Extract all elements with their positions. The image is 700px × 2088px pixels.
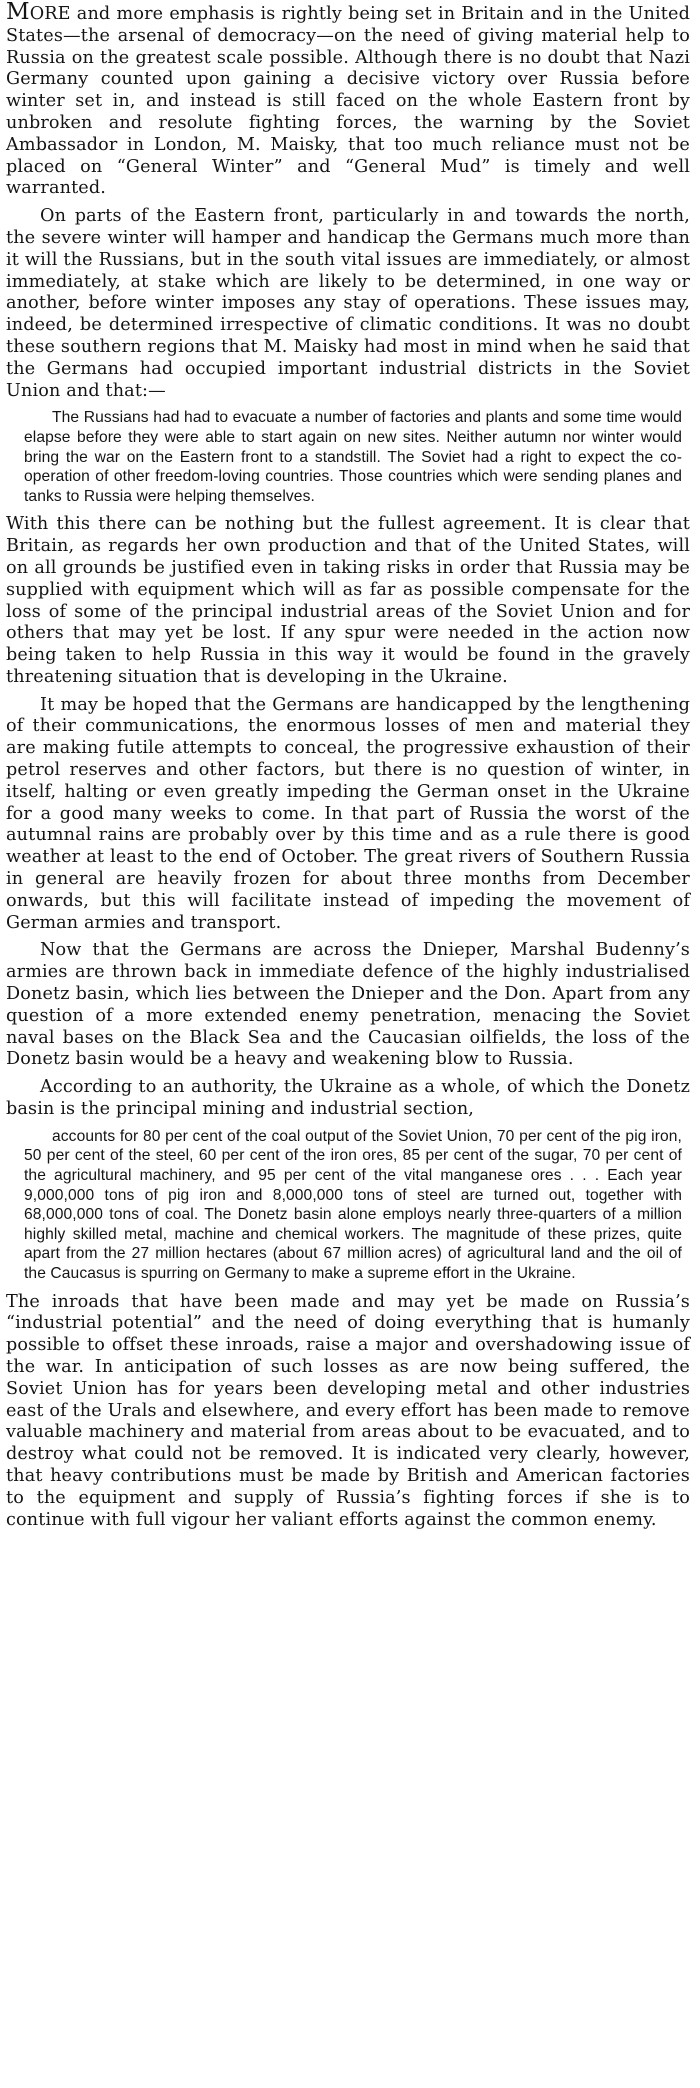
block-quote-maisky: The Russians had had to evacuate a number of factories and plants and some time would elapse before they were able to start again on new sites. Neither autumn nor winter would bring the war on the Eastern front to a standstill. The Soviet had a right to expect the co-operation of other freedom-loving countries. Those countries which were sending planes and tanks to Russia were helping themselves. — [24, 409, 682, 505]
block-quote-ukraine-statistics: accounts for 80 per cent of the coal output of the Soviet Union, 70 per cent of the pig iron, 50 per cent of the steel, 60 per cent of the iron ores, 85 per cent of the sugar, 70 per cent of the agricultural machinery, and 95 per cent of the vital manganese ores . . . Each year 9,000,000 tons of pig iron and 8,000,000 tons of steel are turned out, together with 68,000,000 tons of coal. The Donetz basin alone employs nearly three-quarters of a million highly skilled metal, machine and chemical workers. The magnitude of these prizes, quite apart from the 27 million hectares (about 67 million acres) of agricultural land and the oil of the Caucasus is spurring on Germany to make a supreme effort in the Ukraine. — [24, 1127, 682, 1282]
article-paragraph-1: MORE and more emphasis is rightly being set in Britain and in the United States—the arsenal of democracy—on the need of giving material help to Russia on the greatest scale possible. Although there is no doubt that Nazi Germany counted upon gaining a decisive victory over Russia before winter set in, and instead is still faced on the whole Eastern front by unbroken and resolute fighting forces, the warning by the Soviet Ambassador in London, M. Maisky, that too much reliance must not be placed on “General Winter” and “General Mud” is timely and well warranted. — [6, 0, 690, 199]
article-paragraph-3: With this there can be nothing but the fullest agreement. It is clear that Britain, as regards her own production and that of the United States, will on all grounds be justified even in taking risks in order that Russia may be supplied with equipment which will as far as possible compensate for the loss of some of the principal industrial areas of the Soviet Union and for others that may yet be lost. If any spur were needed in the action now being taken to help Russia in this way it would be found in the gravely threatening situation that is developing in the Ukraine. — [6, 514, 690, 687]
article-paragraph-4: It may be hoped that the Germans are handicapped by the lengthening of their communications, the enormous losses of men and material they are making futile attempts to conceal, the progressive exhaustion of their petrol reserves and other factors, but there is no question of winter, in itself, halting or even greatly impeding the German onset in the Ukraine for a good many weeks to come. In that part of Russia the worst of the autumnal rains are probably over by this time and as a rule there is good weather at least to the end of October. The great rivers of Southern Russia in general are heavily frozen for about three months from December onwards, but this will facilitate instead of impeding the movement of German armies and transport. — [6, 694, 690, 933]
article-paragraph-2: On parts of the Eastern front, particularly in and towards the north, the severe winter will hamper and handicap the Germans much more than it will the Russians, but in the south vital issues are immediately, or almost immediately, at stake which are likely to be determined, in one way or another, before winter imposes any stay of operations. These issues may, indeed, be determined irrespective of climatic conditions. It was no doubt these southern regions that M. Maisky had most in mind when he said that the Germans had occupied important industrial districts in the Soviet Union and that:— — [6, 206, 690, 401]
article-paragraph-6: According to an authority, the Ukraine as a whole, of which the Donetz basin is the principal mining and industrial section, — [6, 1077, 690, 1120]
article-paragraph-5: Now that the Germans are across the Dnieper, Marshal Budenny’s armies are thrown back in immediate defence of the highly industrialised Donetz basin, which lies between the Dnieper and the Don. Apart from any question of a more extended enemy penetration, menacing the Soviet naval bases on the Black Sea and the Caucasian oilfields, the loss of the Donetz basin would be a heavy and weakening blow to Russia. — [6, 940, 690, 1070]
article-paragraph-7: The inroads that have been made and may yet be made on Russia’s “industrial potential” and the need of doing everything that is humanly possible to offset these inroads, raise a major and overshadowing issue of the war. In anticipation of such losses as are now being suffered, the Soviet Union has for years been developing metal and other industries east of the Urals and elsewhere, and every effort has been made to remove valuable machinery and material from areas about to be evacuated, and to destroy what could not be removed. It is indicated very clearly, however, that heavy contributions must be made by British and American factories to the equipment and supply of Russia’s fighting forces if she is to continue with full vigour her valiant efforts against the common enemy. — [6, 1291, 690, 1530]
